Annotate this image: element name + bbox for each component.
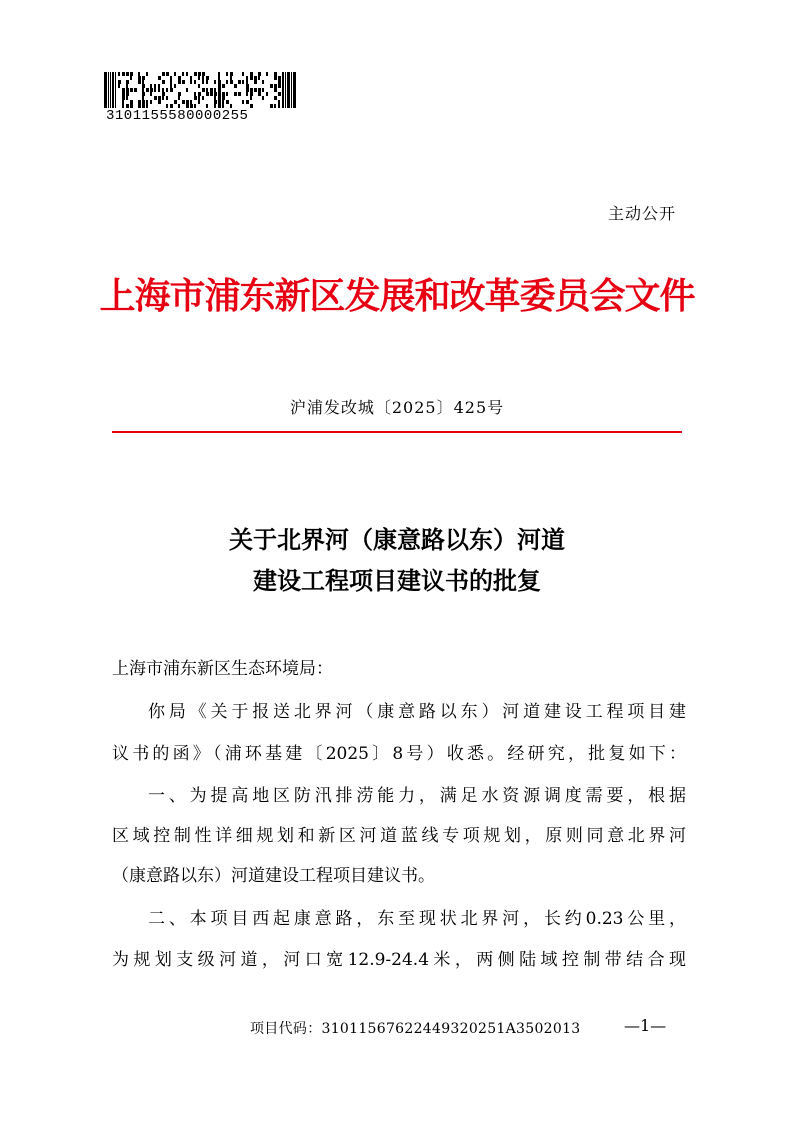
body-text-line: 议书的函》（浦环基建〔2025〕8号）收悉。经研究，批复如下：	[112, 744, 686, 764]
document-title-line-1: 关于北界河（康意路以东）河道	[229, 525, 565, 554]
barcode-number: 3101155580000255	[106, 108, 249, 124]
page-number: —1—	[624, 1016, 667, 1035]
body-text-line: （康意路以东）河道建设工程项目建议书。	[112, 866, 435, 886]
document-number: 沪浦发改城〔2025〕425号	[289, 398, 505, 417]
body-text-line: 你局《关于报送北界河（康意路以东）河道建设工程项目建	[148, 702, 686, 722]
issuer-header: 上海市浦东新区发展和改革委员会文件	[99, 275, 695, 317]
recipient: 上海市浦东新区生态环境局：	[112, 659, 333, 679]
barcode-image	[104, 72, 296, 108]
body-text-line: 区域控制性详细规划和新区河道蓝线专项规划，原则同意北界河	[112, 826, 686, 846]
document-title-line-2: 建设工程项目建议书的批复	[253, 566, 541, 595]
body-text-line: 二、本项目西起康意路，东至现状北界河，长约0.23公里，	[148, 909, 686, 929]
body-text-line: 一、为提高地区防汛排涝能力，满足水资源调度需要，根据	[148, 786, 686, 806]
red-divider	[112, 431, 682, 433]
project-code: 项目代码：31011567622449320251A3502013	[250, 1021, 581, 1037]
body-text-line: 为规划支级河道，河口宽12.9-24.4米，两侧陆域控制带结合现	[112, 950, 686, 970]
disclosure-label: 主动公开	[608, 204, 677, 223]
